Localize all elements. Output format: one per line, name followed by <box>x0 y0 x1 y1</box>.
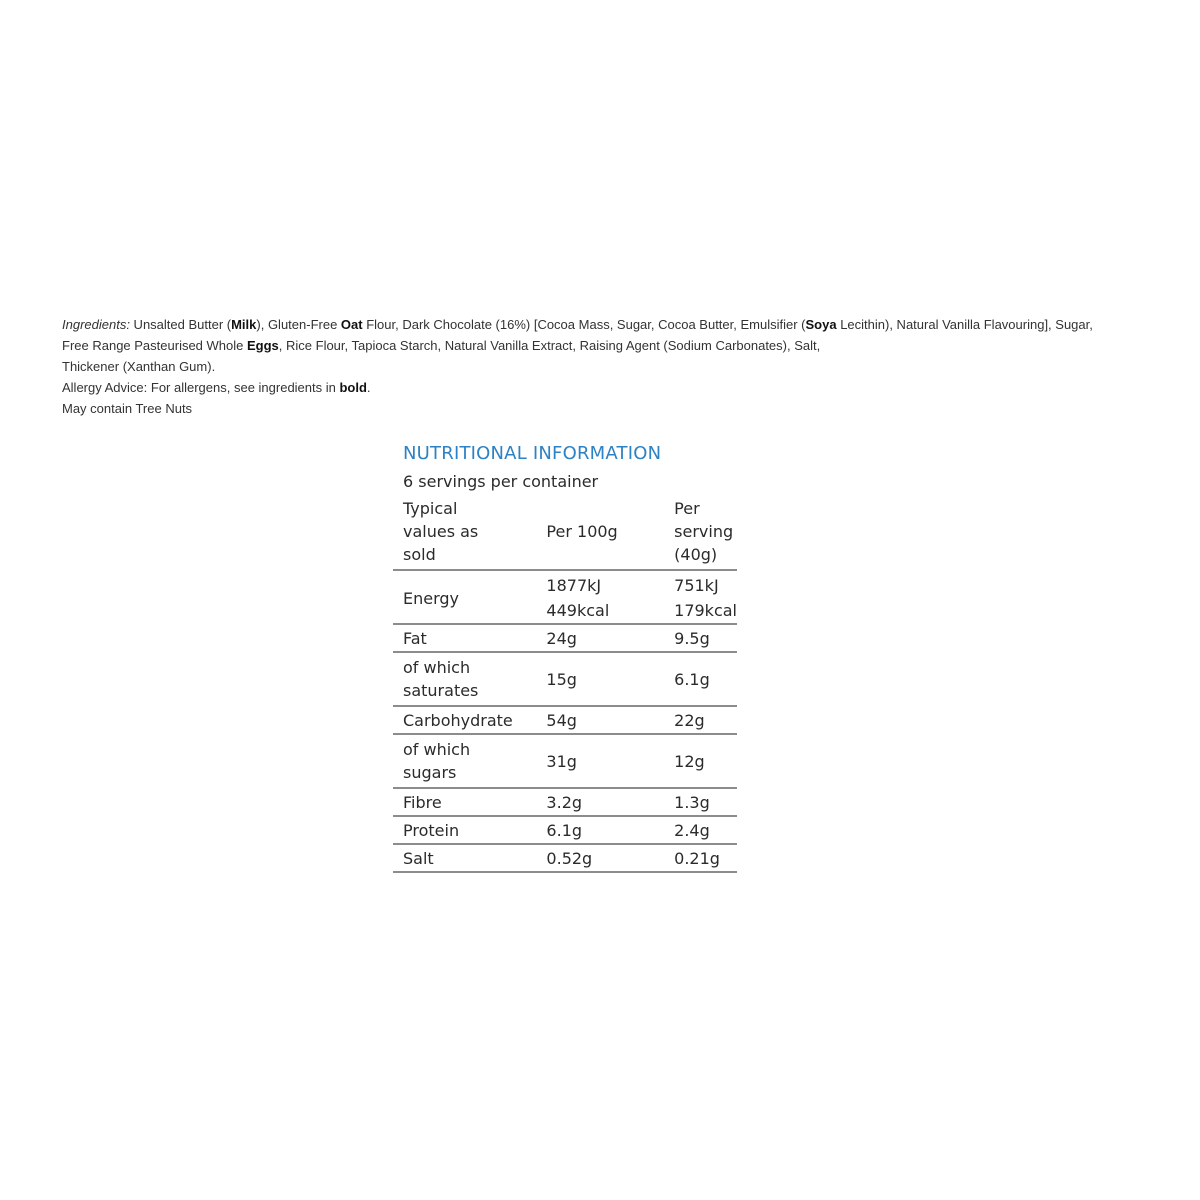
nutrition-panel <box>393 440 737 873</box>
nutrient-row-protein <box>393 816 737 844</box>
nutrient-label <box>393 652 537 706</box>
nutrition-table <box>393 496 737 873</box>
nutrient-per100: 54g <box>546 710 577 730</box>
allergy-advice-bold: bold <box>339 380 367 395</box>
nutrient-serving: 1.3g <box>674 792 710 812</box>
nutrient-serving: 6.1g <box>674 669 710 689</box>
energy-row-kj <box>393 570 737 597</box>
ingredients-fragment: Lecithin), Natural Vanilla Flavouring], Sugar, <box>836 317 1093 332</box>
allergy-advice <box>62 377 1172 398</box>
nutrient-label: Protein <box>403 820 460 840</box>
may-contain: May contain Tree Nuts <box>62 401 193 416</box>
header-line: Per <box>674 499 700 518</box>
nutrient-label: Fibre <box>403 792 442 812</box>
nutrient-label-line: of which <box>403 658 471 677</box>
header-line: values as <box>403 522 479 541</box>
allergen-milk: Milk <box>231 317 257 332</box>
allergen-eggs: Eggs <box>246 338 279 353</box>
nutrient-serving: 2.4g <box>674 820 710 840</box>
nutrient-row-saturates <box>393 652 737 706</box>
ingredients-fragment: Unsalted Butter ( <box>129 317 232 332</box>
nutrient-per100: 15g <box>546 669 577 689</box>
allergen-oat: Oat <box>340 317 363 332</box>
nutrient-label-line: saturates <box>403 681 479 700</box>
ingredients-fragment: , Rice Flour, Tapioca Starch, Natural Vanilla Extract, Raising Agent (Sodium Carbonates), Salt, <box>278 338 821 353</box>
nutrient-label: Fat <box>403 628 427 648</box>
nutrient-label-line: sugars <box>403 763 457 782</box>
nutrient-row-sugars <box>393 734 737 788</box>
energy-serving-kj: 751kJ <box>674 576 719 595</box>
energy-serving-kcal: 179kcal <box>674 600 737 620</box>
nutrient-per100: 31g <box>546 751 577 771</box>
nutrient-label <box>393 734 537 788</box>
header-line: Typical <box>403 499 458 518</box>
header-per-100g: Per 100g <box>546 522 618 541</box>
nutrition-header-row <box>393 496 737 570</box>
ingredients-fragment: ), Gluten-Free <box>256 317 341 332</box>
header-line: (40g) <box>674 545 718 564</box>
allergy-advice-end: . <box>366 380 371 395</box>
ingredients-text <box>62 314 1172 377</box>
header-line: sold <box>403 545 436 564</box>
nutrient-per100: 24g <box>546 628 577 648</box>
ingredients-label: Ingredients: <box>62 317 130 332</box>
header-line: serving <box>674 522 734 541</box>
nutrient-serving: 12g <box>674 751 705 771</box>
nutrient-per100: 3.2g <box>546 792 583 812</box>
nutrient-label-line: of which <box>403 740 471 759</box>
nutrient-per100: 0.52g <box>546 848 593 868</box>
nutrient-serving: 22g <box>674 710 705 730</box>
header-per-serving <box>665 496 737 570</box>
header-typical-values <box>393 496 537 570</box>
nutrition-title: NUTRITIONAL INFORMATION <box>403 443 662 464</box>
servings-per-container: 6 servings per container <box>403 472 599 491</box>
energy-per100-kcal: 449kcal <box>546 600 610 620</box>
allergy-advice-text: Allergy Advice: For allergens, see ingredients in <box>62 380 340 395</box>
nutrient-row-carbohydrate <box>393 706 737 734</box>
nutrient-per100: 6.1g <box>546 820 583 840</box>
nutrient-row-salt <box>393 844 737 872</box>
ingredients-fragment: Thickener (Xanthan Gum). <box>62 359 216 374</box>
ingredients-block <box>62 314 1172 419</box>
energy-per100-kj: 1877kJ <box>546 576 602 595</box>
ingredients-fragment: Free Range Pasteurised Whole <box>62 338 247 353</box>
nutrient-serving: 0.21g <box>674 848 720 868</box>
nutrient-label: Salt <box>403 848 434 868</box>
nutrient-label: Carbohydrate <box>403 710 513 730</box>
energy-label: Energy <box>403 589 460 608</box>
nutrient-row-fat <box>393 624 737 652</box>
nutrient-row-fibre <box>393 788 737 816</box>
ingredients-fragment: Flour, Dark Chocolate (16%) [Cocoa Mass, Sugar, Cocoa Butter, Emulsifier ( <box>362 317 806 332</box>
allergen-soya: Soya <box>805 317 837 332</box>
nutrient-serving: 9.5g <box>674 628 710 648</box>
